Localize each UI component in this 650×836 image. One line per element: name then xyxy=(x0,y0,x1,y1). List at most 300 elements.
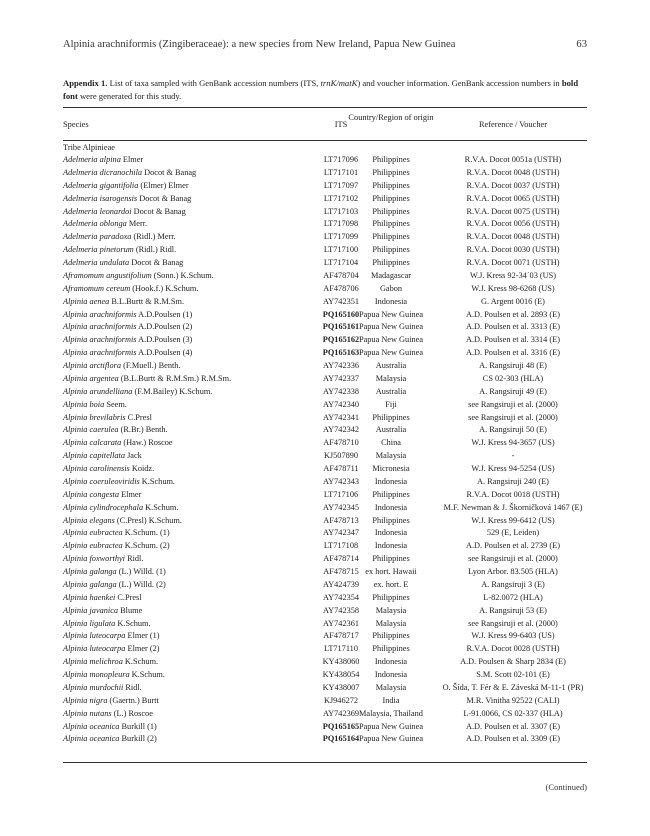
species-name: Alpinia elegans xyxy=(63,515,115,525)
voucher-cell: A.D. Poulsen et al. 3307 (E) xyxy=(465,721,561,731)
its-accession-cell: AY742354 xyxy=(322,592,360,602)
species-cell xyxy=(63,154,143,167)
voucher-cell: A.D. Poulsen et al. 2739 (E) xyxy=(465,541,561,551)
voucher-cell: R.V.A. Docot 0028 (USTH) xyxy=(466,644,560,654)
species-author: Elmer xyxy=(120,155,144,164)
voucher-cell: W.J. Kress 99-6412 (US) xyxy=(471,515,555,525)
country-cell: Philippines xyxy=(372,180,410,190)
its-accession-cell: LT717101 xyxy=(323,167,359,177)
species-cell xyxy=(63,321,192,334)
species-author: A.D.Poulsen (1) xyxy=(136,309,193,319)
species-author: (L.) Willd. (2) xyxy=(116,579,166,589)
country-cell: Philippines xyxy=(372,554,410,564)
species-author: Blume xyxy=(118,605,143,615)
species-cell xyxy=(63,618,151,631)
its-accession-cell: LT717104 xyxy=(323,258,359,267)
country-cell: Philippines xyxy=(372,258,410,267)
species-name: Adelmeria alpina xyxy=(63,155,121,164)
species-cell xyxy=(63,476,175,489)
country-cell: Australia xyxy=(375,361,407,370)
species-cell xyxy=(63,669,165,682)
species-author: Elmer (2) xyxy=(125,644,160,654)
species-name: Alpinia congesta xyxy=(63,489,119,499)
species-cell xyxy=(63,527,170,540)
voucher-cell: W.J. Kress 98-6268 (US) xyxy=(471,283,555,293)
table-row xyxy=(63,283,587,296)
voucher-cell: A. Rangsiruji 3 (E) xyxy=(481,579,545,589)
its-accession-cell: AY742358 xyxy=(322,605,360,615)
table-row xyxy=(63,605,587,618)
table-row xyxy=(63,721,587,734)
species-author: A.D.Poulsen (4) xyxy=(136,348,193,358)
its-accession-cell: AY742336 xyxy=(322,361,360,370)
table-row xyxy=(63,579,587,592)
country-cell: Madagascar xyxy=(370,270,412,280)
species-name: Alpinia murdochii xyxy=(63,682,124,692)
voucher-cell: R.V.A. Docot 0048 (USTH) xyxy=(466,167,560,177)
species-author: Elmer xyxy=(119,489,142,499)
country-cell: Indonesia xyxy=(374,541,408,551)
table-header xyxy=(63,110,587,140)
country-cell: Papua New Guinea xyxy=(358,348,424,358)
species-cell xyxy=(63,206,186,219)
species-author: Docot & Banag xyxy=(142,167,197,177)
its-accession-cell: PQ165161 xyxy=(322,322,360,332)
caption-text-b: ) and voucher information. GenBank accession numbers in xyxy=(357,78,562,88)
caption-text-c: were generated for this study. xyxy=(77,90,182,101)
its-accession-cell: LT717102 xyxy=(323,193,359,203)
tribe-heading: Tribe Alpinieae xyxy=(63,143,116,152)
species-name: Alpinia melichroa xyxy=(63,657,123,667)
its-accession-cell: AY424739 xyxy=(322,579,360,589)
species-cell xyxy=(63,424,168,437)
column-header-its: ITS xyxy=(334,120,348,129)
country-cell: Indonesia xyxy=(374,657,408,667)
species-name: Adelmeria undulata xyxy=(63,258,130,267)
table-row xyxy=(63,733,587,746)
caption-label: Appendix 1. xyxy=(63,78,108,88)
its-accession-cell: AY742369 xyxy=(322,708,360,718)
voucher-cell: R.V.A. Docot 0048 (USTH) xyxy=(466,232,560,242)
species-name: Alpinia nigra xyxy=(63,695,108,705)
species-author: (Ridl.) Ridl. xyxy=(133,245,177,255)
species-author: K.Schum. xyxy=(139,476,175,486)
voucher-cell: see Rangsiruji et al. (2000) xyxy=(468,618,558,628)
species-author: Koidz. xyxy=(129,464,155,473)
table-row xyxy=(63,669,587,682)
voucher-cell: see Rangsiruji et al. (2000) xyxy=(468,412,558,422)
country-cell: Philippines xyxy=(372,644,410,654)
species-author: Elmer (1) xyxy=(125,631,160,641)
table-row xyxy=(63,373,587,386)
species-name: Alpinia oceanica xyxy=(63,734,120,744)
its-accession-cell: AF478717 xyxy=(323,631,359,641)
country-cell: Indonesia xyxy=(374,476,408,486)
country-cell: Papua New Guinea xyxy=(358,335,424,345)
species-name: Alpinia luteocarpa xyxy=(63,644,126,654)
species-cell xyxy=(63,244,176,257)
species-name: Alpinia foxworthyi xyxy=(63,554,125,564)
voucher-cell: CS 02-303 (HLA) xyxy=(482,373,544,383)
species-name: Adelmeria paradoxa xyxy=(63,232,132,242)
species-name: Alpinia haenkei xyxy=(63,592,116,602)
country-cell: Philippines xyxy=(372,167,410,177)
species-author: Docot & Banag xyxy=(131,206,186,216)
species-name: Adelmeria isarogensis xyxy=(63,193,138,203)
species-author: Docot & Banag xyxy=(137,193,192,203)
species-name: Alpinia capitellata xyxy=(63,451,125,461)
country-cell: Malaysia xyxy=(375,605,407,615)
species-cell xyxy=(63,334,192,347)
species-author: (Sonn.) K.Schum. xyxy=(151,270,214,280)
its-accession-cell: AY742340 xyxy=(322,399,360,409)
table-row xyxy=(63,527,587,540)
species-cell xyxy=(63,566,166,579)
species-name: Alpinia ligulata xyxy=(63,618,116,628)
its-accession-cell: PQ165163 xyxy=(322,348,360,358)
table-row xyxy=(63,502,587,515)
species-cell xyxy=(63,399,127,412)
voucher-cell: A.D. Poulsen et al. 3313 (E) xyxy=(465,322,561,332)
species-author: (F.Muell.) Benth. xyxy=(121,361,181,370)
species-name: Alpinia carolinensis xyxy=(63,464,130,473)
species-name: Alpinia javanica xyxy=(63,605,119,615)
table-row xyxy=(63,592,587,605)
its-accession-cell: AY742341 xyxy=(322,412,360,422)
its-accession-cell: AY742351 xyxy=(322,296,360,306)
voucher-cell: R.V.A. Docot 0056 (USTH) xyxy=(466,219,560,229)
species-cell xyxy=(63,360,181,373)
voucher-cell: A. Rangsiruji 48 (E) xyxy=(479,361,547,370)
species-name: Aframomum angustifolium xyxy=(63,270,152,280)
species-name: Alpinia calcarata xyxy=(63,438,122,448)
running-title: Alpinia arachniformis (Zingiberaceae): a new species from New Ireland, Papua New Guinea xyxy=(63,39,456,50)
country-cell: Philippines xyxy=(372,592,410,602)
voucher-cell: A.D. Poulsen et al. 3309 (E) xyxy=(465,734,561,744)
voucher-cell: M.R. Vinitha 92522 (CALI) xyxy=(466,695,560,705)
species-name: Adelmeria leonardoi xyxy=(63,206,132,216)
species-cell xyxy=(63,592,142,605)
voucher-cell: A. Rangsiruji 53 (E) xyxy=(479,605,547,615)
species-cell xyxy=(63,643,160,656)
table-header-rule xyxy=(63,140,587,141)
its-accession-cell: KY438054 xyxy=(322,670,360,679)
country-cell: Indonesia xyxy=(374,296,408,306)
country-cell: Philippines xyxy=(372,219,410,229)
country-cell: Gabon xyxy=(379,283,403,293)
voucher-cell: O. Šída, T. Fér & E. Záveská M-11-1 (PR) xyxy=(442,682,584,692)
country-cell: Philippines xyxy=(372,245,410,255)
species-name: Adelmeria pinetorum xyxy=(63,245,134,255)
country-cell: Indonesia xyxy=(374,528,408,538)
species-cell xyxy=(63,605,142,618)
species-name: Alpinia arachniformis xyxy=(63,335,137,345)
table-row xyxy=(63,270,587,283)
country-cell: Papua New Guinea xyxy=(358,734,424,744)
table-row xyxy=(63,180,587,193)
table-bottom-rule xyxy=(63,762,587,763)
voucher-cell: R.V.A. Docot 0037 (USTH) xyxy=(466,180,560,190)
species-author: Docot & Banag xyxy=(129,258,184,267)
voucher-cell: L-91.0066, CS 02-337 (HLA) xyxy=(463,708,563,718)
voucher-cell: see Rangsiruji et al. (2000) xyxy=(468,399,558,409)
its-accession-cell: LT717097 xyxy=(323,180,359,190)
country-cell: ex. hort. E xyxy=(373,579,409,589)
voucher-cell: G. Argent 0016 (E) xyxy=(481,296,545,306)
country-cell: Indonesia xyxy=(374,670,408,679)
species-name: Adelmeria gigantifolia xyxy=(63,180,139,190)
voucher-cell: R.V.A. Docot 0075 (USTH) xyxy=(466,206,560,216)
species-name: Adelmeria dicranochila xyxy=(63,167,143,177)
species-author: (F.M.Bailey) K.Schum. xyxy=(132,386,213,396)
species-name: Alpinia arachniformis xyxy=(63,309,137,319)
species-name: Alpinia cylindrocephala xyxy=(63,502,144,512)
species-author: K.Schum. (1) xyxy=(122,528,170,538)
table-row xyxy=(63,154,587,167)
table-row xyxy=(63,193,587,206)
species-name: Alpinia galanga xyxy=(63,579,117,589)
species-name: Alpinia caerulea xyxy=(63,425,119,435)
country-cell: Fiji xyxy=(385,399,397,409)
table-top-rule xyxy=(63,107,587,108)
species-cell xyxy=(63,579,166,592)
table-row xyxy=(63,708,587,721)
species-cell xyxy=(63,296,184,309)
species-name: Alpinia arachniformis xyxy=(63,348,137,358)
column-header-species: Species xyxy=(63,120,89,129)
species-author: (Haw.) Roscoe xyxy=(121,438,173,448)
its-accession-cell: LT717103 xyxy=(323,206,359,216)
table-row xyxy=(63,334,587,347)
its-accession-cell: KJ507890 xyxy=(323,451,359,461)
species-cell xyxy=(63,450,142,463)
species-author: Ridl. xyxy=(123,682,142,692)
species-name: Alpinia oceanica xyxy=(63,721,120,731)
its-accession-cell: AF478715 xyxy=(323,567,359,576)
table-row xyxy=(63,540,587,553)
species-name: Alpinia galanga xyxy=(63,567,117,576)
country-cell: Malaysia xyxy=(375,451,407,461)
voucher-cell: 529 (E, Leiden) xyxy=(486,528,540,538)
species-name: Alpinia luteocarpa xyxy=(63,631,126,641)
country-cell: Philippines xyxy=(372,515,410,525)
species-name: Alpinia monopleura xyxy=(63,670,130,679)
its-accession-cell: AF478711 xyxy=(323,464,359,473)
country-cell: Philippines xyxy=(372,232,410,242)
table-row xyxy=(63,244,587,257)
species-cell xyxy=(63,373,231,386)
species-cell xyxy=(63,386,212,399)
species-cell xyxy=(63,656,158,669)
its-accession-cell: AY742345 xyxy=(322,502,360,512)
its-accession-cell: LT717110 xyxy=(324,644,358,654)
species-author: (Gaertn.) Burtt xyxy=(107,695,159,705)
voucher-cell: see Rangsiruji et al. (2000) xyxy=(468,554,558,564)
its-accession-cell: AY742343 xyxy=(322,476,360,486)
species-cell xyxy=(63,193,191,206)
voucher-cell: A.D. Poulsen et al. 3316 (E) xyxy=(465,348,561,358)
its-accession-cell: KY438007 xyxy=(322,682,360,692)
voucher-cell: A.D. Poulsen et al. 2893 (E) xyxy=(465,309,561,319)
its-accession-cell: AF478710 xyxy=(323,438,359,448)
species-cell xyxy=(63,231,176,244)
table-row xyxy=(63,656,587,669)
voucher-cell: - xyxy=(511,451,515,461)
its-accession-cell: KY438060 xyxy=(322,657,360,667)
species-cell xyxy=(63,309,192,322)
country-cell: Australia xyxy=(375,386,407,396)
species-cell xyxy=(63,489,141,502)
its-accession-cell: LT717099 xyxy=(323,232,359,242)
table-row xyxy=(63,682,587,695)
species-author: Merr. xyxy=(126,219,148,229)
species-cell xyxy=(63,347,192,360)
its-accession-cell: AY742342 xyxy=(322,425,360,435)
species-name: Alpinia argentea xyxy=(63,373,119,383)
species-cell xyxy=(63,695,159,708)
continued-note: (Continued) xyxy=(545,782,587,792)
country-cell: Philippines xyxy=(372,489,410,499)
table-row xyxy=(63,231,587,244)
species-author: (L.) Willd. (1) xyxy=(116,567,166,576)
species-name: Alpinia eubractea xyxy=(63,541,123,551)
country-cell: Malaysia xyxy=(375,682,407,692)
table-row xyxy=(63,218,587,231)
voucher-cell: A.D. Poulsen & Sharp 2834 (E) xyxy=(460,657,566,667)
species-name: Aframomum cereum xyxy=(63,283,131,293)
voucher-cell: R.V.A. Docot 0018 (USTH) xyxy=(466,489,560,499)
species-name: Alpinia brevilabris xyxy=(63,412,126,422)
country-cell: Philippines xyxy=(372,193,410,203)
its-accession-cell: AY742338 xyxy=(322,386,360,396)
species-name: Alpinia arachniformis xyxy=(63,322,137,332)
table-row xyxy=(63,695,587,708)
its-accession-cell: AF478706 xyxy=(323,283,359,293)
voucher-cell: A. Rangsiruji 240 (E) xyxy=(477,476,549,486)
its-accession-cell: PQ165164 xyxy=(322,734,360,744)
species-author: (B.L.Burtt & R.M.Sm.) R.M.Sm. xyxy=(118,373,232,383)
species-name: Adelmeria oblonga xyxy=(63,219,127,229)
its-accession-cell: LT717106 xyxy=(323,489,359,499)
species-cell xyxy=(63,412,152,425)
table-row xyxy=(63,515,587,528)
species-author: Ridl. xyxy=(125,554,144,564)
its-accession-cell: AF478704 xyxy=(323,270,359,280)
species-cell xyxy=(63,553,143,566)
country-cell: ex hort. Hawaii xyxy=(365,567,417,576)
country-cell: Australia xyxy=(375,425,407,435)
caption-bold-phrase: bold font xyxy=(63,78,579,101)
species-author: (C.Presl) K.Schum. xyxy=(114,515,182,525)
voucher-cell: R.V.A. Docot 0051a (USTH) xyxy=(464,155,562,164)
species-author: C.Presl xyxy=(115,592,142,602)
species-author: (Ridl.) Merr. xyxy=(131,232,176,242)
species-name: Alpinia nutans xyxy=(63,708,112,718)
species-author: C.Presl xyxy=(125,412,152,422)
country-cell: Malaysia xyxy=(375,618,407,628)
its-accession-cell: PQ165165 xyxy=(322,721,360,731)
running-header xyxy=(63,39,587,50)
species-author: K.Schum. xyxy=(122,657,159,667)
voucher-cell: S.M. Scott 02-101 (E) xyxy=(476,670,550,679)
voucher-cell: W.J. Kress 92-34´03 (US) xyxy=(469,270,557,280)
species-name: Alpinia eubractea xyxy=(63,528,123,538)
voucher-cell: R.V.A. Docot 0065 (USTH) xyxy=(466,193,560,203)
country-cell: China xyxy=(381,438,401,448)
its-accession-cell: LT717098 xyxy=(323,219,359,229)
table-row xyxy=(63,476,587,489)
species-cell xyxy=(63,502,178,515)
country-cell: Indonesia xyxy=(374,502,408,512)
species-cell xyxy=(63,463,154,476)
its-accession-cell: PQ165160 xyxy=(322,309,360,319)
table-row xyxy=(63,463,587,476)
species-name: Alpinia arundelliana xyxy=(63,386,133,396)
caption-text-a: List of taxa sampled with GenBank accession numbers (ITS, xyxy=(107,78,321,88)
species-author: K.Schum. xyxy=(143,502,179,512)
country-cell: Philippines xyxy=(372,412,410,422)
species-author: (Elmer) Elmer xyxy=(138,180,189,190)
species-cell xyxy=(63,167,196,180)
country-cell: India xyxy=(382,695,400,705)
table-row xyxy=(63,412,587,425)
species-author: Jack xyxy=(125,451,142,461)
table-row xyxy=(63,309,587,322)
table-row xyxy=(63,386,587,399)
species-name: Alpinia aenea xyxy=(63,296,110,306)
voucher-cell: R.V.A. Docot 0071 (USTH) xyxy=(466,258,560,267)
its-accession-cell: LT717100 xyxy=(323,245,359,255)
species-cell xyxy=(63,515,182,528)
voucher-cell: L-82.0072 (HLA) xyxy=(483,592,543,602)
voucher-cell: W.J. Kress 99-6403 (US) xyxy=(471,631,555,641)
species-author: (R.Br.) Benth. xyxy=(118,425,168,435)
species-cell xyxy=(63,180,189,193)
country-cell: Philippines xyxy=(372,206,410,216)
voucher-cell: A. Rangsiruji 49 (E) xyxy=(479,386,547,396)
table-row xyxy=(63,206,587,219)
species-author: K.Schum. (2) xyxy=(122,541,170,551)
table-row xyxy=(63,257,587,270)
table-row xyxy=(63,450,587,463)
column-header-reference: Reference / Voucher xyxy=(478,120,548,129)
species-name: Alpinia arctiflora xyxy=(63,361,122,370)
species-cell xyxy=(63,218,147,231)
voucher-cell: R.V.A. Docot 0030 (USTH) xyxy=(466,245,560,255)
species-name: Alpinia boia xyxy=(63,399,105,409)
country-cell: Malaysia, Thailand xyxy=(359,708,423,718)
table-caption xyxy=(63,77,587,102)
table-row xyxy=(63,437,587,450)
table-row xyxy=(63,399,587,412)
table-row xyxy=(63,360,587,373)
species-cell xyxy=(63,682,142,695)
species-author: A.D.Poulsen (2) xyxy=(136,322,193,332)
species-cell xyxy=(63,270,214,283)
country-cell: Malaysia xyxy=(375,373,407,383)
species-cell xyxy=(63,257,183,270)
its-accession-cell: AY742347 xyxy=(322,528,360,538)
species-cell xyxy=(63,630,160,643)
caption-marker: trnK/matK xyxy=(320,78,358,88)
species-author: (Hook.f.) K.Schum. xyxy=(130,283,199,293)
country-cell: Philippines xyxy=(372,631,410,641)
table-body xyxy=(63,154,587,746)
species-author: Burkill (1) xyxy=(119,721,157,731)
its-accession-cell: AY742337 xyxy=(322,373,360,383)
voucher-cell: W.J. Kress 94-5254 (US) xyxy=(471,464,555,473)
species-author: A.D.Poulsen (3) xyxy=(136,335,193,345)
